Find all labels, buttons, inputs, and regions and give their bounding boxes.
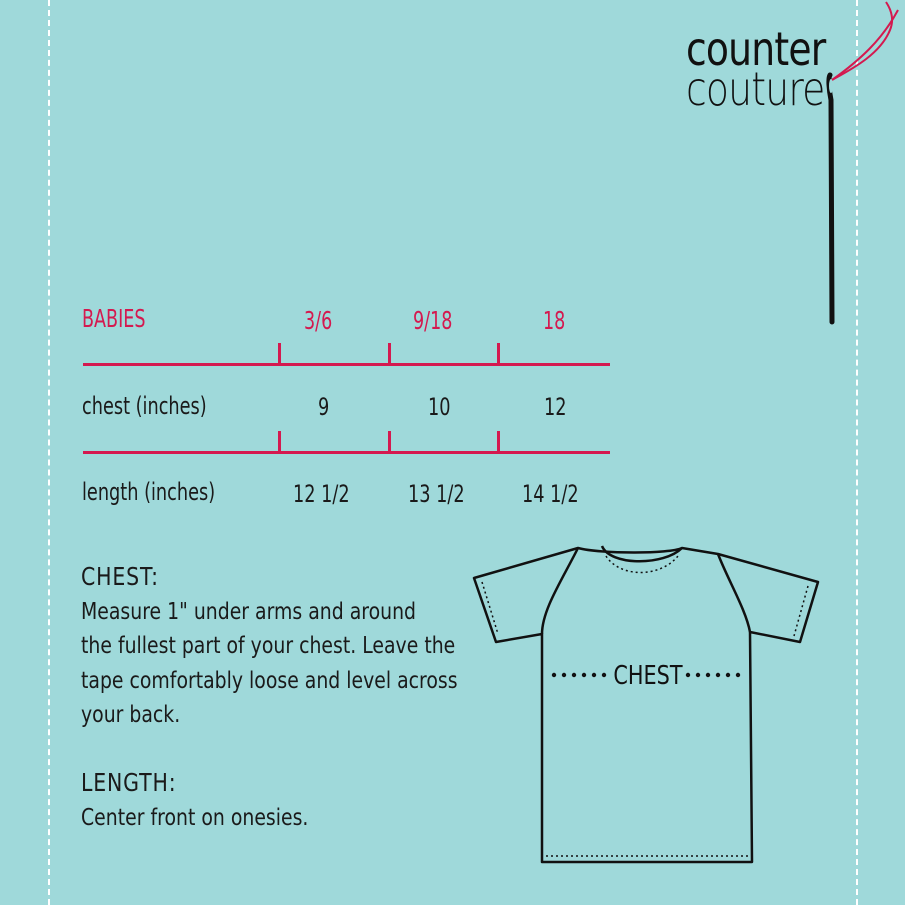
- table-divider-2: [83, 451, 610, 454]
- needle-thread-icon: [820, 0, 905, 330]
- chest-value-2: 10: [428, 393, 451, 421]
- size-header-3: 18: [543, 306, 566, 335]
- row-label-chest: chest (inches): [82, 392, 207, 420]
- length-value-2: 13 1/2: [408, 480, 465, 508]
- chest-value-1: 9: [318, 393, 330, 421]
- length-instructions: [81, 766, 308, 835]
- tick: [497, 431, 500, 453]
- brand-line-2: couture: [686, 62, 825, 116]
- left-stitch-border: [48, 0, 50, 905]
- chest-heading: CHEST:: [81, 562, 159, 591]
- tick: [388, 431, 391, 453]
- chest-line-4: your back.: [81, 702, 181, 728]
- table-title: BABIES: [82, 304, 146, 333]
- tick: [278, 343, 281, 365]
- brand-line-1: counter: [686, 22, 826, 76]
- length-value-3: 14 1/2: [522, 480, 579, 508]
- chest-value-3: 12: [544, 393, 567, 421]
- shirt-diagram: [470, 540, 830, 870]
- table-divider-1: [83, 363, 610, 366]
- length-value-1: 12 1/2: [293, 480, 350, 508]
- shirt-chest-label: CHEST: [613, 659, 683, 691]
- tick: [497, 343, 500, 365]
- size-header-2: 9/18: [413, 306, 453, 335]
- size-header-1: 3/6: [304, 306, 333, 335]
- tick: [278, 431, 281, 453]
- row-label-length: length (inches): [82, 478, 216, 506]
- chest-line-1: Measure 1" under arms and around: [81, 598, 417, 625]
- tick: [388, 343, 391, 365]
- chest-line-2: the fullest part of your chest. Leave the: [81, 633, 456, 659]
- chest-line-3: tape comfortably loose and level across: [81, 667, 458, 694]
- chest-instructions: [81, 560, 458, 733]
- length-heading: LENGTH:: [81, 768, 177, 797]
- length-line-1: Center front on onesies.: [81, 804, 309, 831]
